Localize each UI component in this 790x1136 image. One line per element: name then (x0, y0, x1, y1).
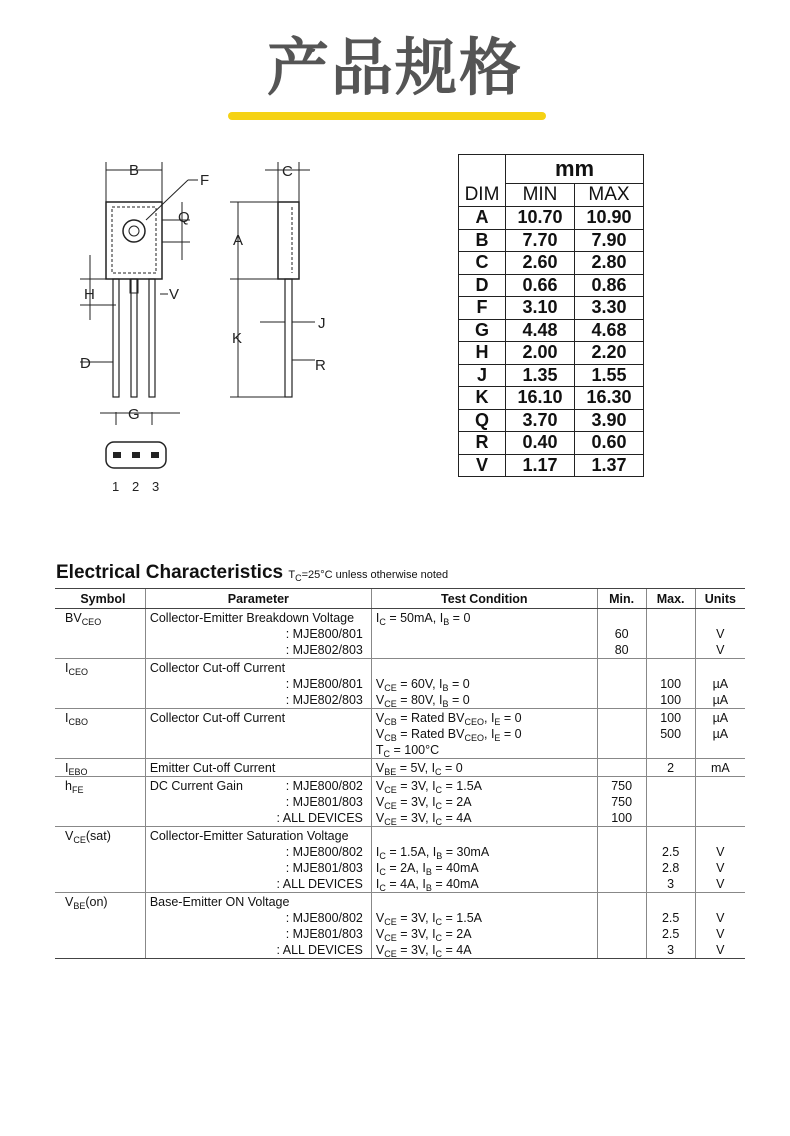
condition-line: $I_C = 2A$, $I_B = 40mA$ (375, 861, 479, 877)
condition-line: $I_C = 4A$, $I_B = 40mA$ (375, 877, 479, 893)
parameter-title: Emitter Cut-off Current (149, 761, 276, 775)
condition-line: $V_{CE} = 3V$, $I_C = 4A$ (375, 811, 472, 827)
dim-row (459, 409, 644, 432)
dim-label-G: G (128, 406, 140, 423)
dim-row (459, 342, 644, 365)
parameter-device-line: : MJE802/803 (285, 693, 363, 707)
pin-1-label: 1 (112, 479, 120, 494)
dim-max: 4.68 (575, 319, 644, 342)
col-min: Min. (597, 589, 646, 609)
units-cell-value (700, 828, 741, 844)
dim-row (459, 252, 644, 275)
dim-min: 10.70 (506, 207, 575, 230)
min-cell-value: 100 (611, 811, 633, 825)
units-cell (695, 777, 745, 827)
units-cell-value: V (716, 643, 725, 657)
dim-max: 3.30 (575, 297, 644, 320)
condition-line: $V_{CE} = 3V$, $I_C = 1.5A$ (375, 779, 483, 795)
units-cell-value: V (716, 627, 725, 641)
dim-min: 3.10 (506, 297, 575, 320)
body-front-view (106, 202, 162, 279)
dim-row (459, 387, 644, 410)
dim-max: 1.55 (575, 364, 644, 387)
max-cell (646, 609, 695, 659)
body-side-view (278, 202, 299, 279)
dim-row (459, 229, 644, 252)
condition-line: $V_{CE} = 3V$, $I_C = 4A$ (375, 943, 472, 959)
dim-label-K: K (232, 330, 243, 347)
units-cell-value: V (716, 943, 725, 957)
test-condition-cell (371, 777, 597, 827)
parameter-cell (145, 709, 371, 759)
table-row (55, 709, 745, 759)
dim-label-C: C (282, 163, 293, 180)
col-parameter: Parameter (145, 589, 371, 609)
units-cell-value (700, 660, 741, 676)
condition-line: $V_{BE} = 5V$, $I_C = 0$ (375, 761, 463, 777)
condition-line: $V_{CE} = 3V$, $I_C = 2A$ (375, 927, 472, 943)
dim-min: 0.66 (506, 274, 575, 297)
dim-label-H: H (84, 286, 95, 303)
parameter-device-line: : MJE800/802 (285, 845, 363, 859)
parameter-device-line: : MJE800/801 (285, 627, 363, 641)
dim-row (459, 297, 644, 320)
units-cell-value: µA (712, 711, 729, 725)
dim-header: DIM (459, 184, 506, 207)
min-cell (597, 777, 646, 827)
dim-max: 2.20 (575, 342, 644, 365)
dim-name: H (459, 342, 506, 365)
dim-name: D (459, 274, 506, 297)
test-condition-cell (371, 759, 597, 777)
symbol: $I_{EBO}$ (65, 761, 88, 777)
parameter-cell (145, 827, 371, 893)
max-cell-value: 2.8 (661, 861, 680, 875)
min-cell-value: 750 (611, 795, 633, 809)
dimensions-table (458, 154, 644, 477)
dim-min: 3.70 (506, 409, 575, 432)
condition-line: $V_{CE} = 80V$, $I_B = 0$ (375, 693, 470, 709)
lead-3 (149, 279, 155, 397)
condition-line: $T_C = 100^\circ C$ (375, 743, 440, 759)
symbol-cell (55, 659, 145, 709)
mounting-hole (123, 220, 145, 242)
package-outline-drawing (70, 150, 370, 500)
dim-min: 4.48 (506, 319, 575, 342)
dim-name: R (459, 432, 506, 455)
dim-name: J (459, 364, 506, 387)
parameter-device-line: : ALL DEVICES (276, 811, 363, 825)
lead-side (285, 279, 292, 397)
max-cell (646, 759, 695, 777)
title-underline (228, 112, 546, 120)
table-row (55, 609, 745, 659)
table-row (55, 759, 745, 777)
max-cell (646, 659, 695, 709)
lead-1 (113, 279, 119, 397)
symbol-cell (55, 827, 145, 893)
parameter-cell (145, 893, 371, 959)
min-cell (597, 709, 646, 759)
symbol-cell (55, 893, 145, 959)
dim-label-R: R (315, 357, 326, 374)
page-title: 产品规格 (266, 31, 523, 104)
dim-row (459, 274, 644, 297)
max-cell (646, 777, 695, 827)
units-cell (695, 893, 745, 959)
units-cell (695, 759, 745, 777)
dim-max: 7.90 (575, 229, 644, 252)
pin-2-label: 2 (132, 479, 140, 494)
dim-min: 1.35 (506, 364, 575, 387)
units-cell-value: µA (712, 677, 729, 691)
dim-row (459, 454, 644, 477)
parameter-title: Base-Emitter ON Voltage (149, 895, 290, 909)
dim-min: 2.60 (506, 252, 575, 275)
symbol-cell (55, 777, 145, 827)
symbol: $BV_{CEO}$ (65, 611, 102, 627)
electrical-characteristics-title (56, 562, 448, 584)
dim-label-A: A (233, 232, 244, 249)
condition-line: $I_C = 1.5A$, $I_B = 30mA$ (375, 845, 490, 861)
max-cell (646, 709, 695, 759)
max-cell (646, 827, 695, 893)
test-condition-cell (371, 609, 597, 659)
table-row (55, 893, 745, 959)
min-cell-value: 750 (611, 779, 633, 793)
min-cell-value (602, 610, 642, 626)
units-cell (695, 827, 745, 893)
max-cell-value: 100 (660, 693, 682, 707)
parameter-device-line: : ALL DEVICES (276, 877, 363, 891)
dim-min: 1.17 (506, 454, 575, 477)
dim-name: G (459, 319, 506, 342)
dim-min: 0.40 (506, 432, 575, 455)
electrical-characteristics-table (55, 588, 745, 959)
units-cell (695, 709, 745, 759)
parameter-title: Collector-Emitter Breakdown Voltage (149, 611, 355, 625)
units-cell-value: V (716, 877, 725, 891)
min-cell (597, 827, 646, 893)
dim-max: 16.30 (575, 387, 644, 410)
dim-min: 7.70 (506, 229, 575, 252)
dim-max: 2.80 (575, 252, 644, 275)
max-cell-value: 2 (667, 761, 675, 775)
min-cell (597, 609, 646, 659)
dim-row (459, 319, 644, 342)
pin-3-label: 3 (152, 479, 160, 494)
table-row (55, 827, 745, 893)
table-row (55, 777, 745, 827)
section-note: $T_C=25^\circ C$ unless otherwise noted (288, 569, 449, 583)
units-cell-value: mA (710, 761, 730, 775)
test-condition-cell (371, 827, 597, 893)
units-cell-value: µA (712, 693, 729, 707)
parameter-device-line: : MJE800/802 (285, 911, 363, 925)
dim-min: 16.10 (506, 387, 575, 410)
min-cell (597, 659, 646, 709)
parameter-device-line: : MJE801/803 (285, 795, 363, 809)
max-cell-value: 2.5 (661, 845, 680, 859)
dim-label-J: J (318, 315, 326, 332)
condition-line: $I_C = 50mA$, $I_B = 0$ (375, 611, 471, 627)
symbol: $h_{FE}$ (65, 779, 84, 795)
dim-max: 0.60 (575, 432, 644, 455)
dim-max: 0.86 (575, 274, 644, 297)
test-condition-cell (371, 659, 597, 709)
dim-label-V: V (169, 286, 180, 303)
min-cell (597, 893, 646, 959)
dim-row (459, 207, 644, 230)
min-cell (597, 759, 646, 777)
symbol: $V_{CE}(sat)$ (65, 829, 111, 845)
dim-label-F: F (200, 172, 210, 189)
condition-line: $V_{CE} = 3V$, $I_C = 2A$ (375, 795, 472, 811)
condition-line (376, 660, 593, 676)
parameter-device-line: : MJE801/803 (285, 927, 363, 941)
max-cell-value: 3 (667, 877, 675, 891)
max-cell-value: 3 (667, 943, 675, 957)
condition-line (376, 894, 593, 910)
dim-name: C (459, 252, 506, 275)
dim-name: V (459, 454, 506, 477)
max-header: MAX (575, 184, 644, 207)
max-cell-value: 100 (660, 677, 682, 691)
parameter-cell (145, 759, 371, 777)
condition-line: $V_{CE} = 60V$, $I_B = 0$ (375, 677, 470, 693)
col-units: Units (695, 589, 745, 609)
dim-label-Q: Q (178, 209, 190, 226)
parameter-device-line: : MJE801/803 (285, 861, 363, 875)
parameter-title: Collector Cut-off Current (149, 711, 286, 725)
symbol-cell (55, 759, 145, 777)
symbol-cell (55, 609, 145, 659)
units-cell-value: µA (712, 727, 729, 741)
dim-max: 3.90 (575, 409, 644, 432)
min-header: MIN (506, 184, 575, 207)
symbol-cell (55, 709, 145, 759)
parameter-cell (145, 609, 371, 659)
min-cell-value: 80 (614, 643, 629, 657)
dim-max: 1.37 (575, 454, 644, 477)
dim-name: F (459, 297, 506, 320)
condition-line (376, 828, 593, 844)
max-cell-value: 500 (660, 727, 682, 741)
units-cell-value: V (716, 861, 725, 875)
parameter-cell (145, 659, 371, 709)
table-row (55, 659, 745, 709)
test-condition-cell (371, 893, 597, 959)
col-symbol: Symbol (55, 589, 145, 609)
max-cell-value (651, 894, 691, 910)
max-cell-value: 2.5 (661, 927, 680, 941)
parameter-title: DC Current Gain : MJE800/802 (149, 779, 363, 793)
dim-label-D: D (80, 355, 91, 372)
max-cell (646, 893, 695, 959)
dim-name: A (459, 207, 506, 230)
max-cell-value: 2.5 (661, 911, 680, 925)
max-cell-value (651, 828, 691, 844)
lead-2 (131, 279, 137, 397)
test-condition-cell (371, 709, 597, 759)
units-cell-value (700, 610, 741, 626)
dim-name: B (459, 229, 506, 252)
dim-row (459, 364, 644, 387)
units-cell (695, 659, 745, 709)
dim-label-B: B (129, 162, 140, 179)
units-cell-value: V (716, 927, 725, 941)
col-test-condition: Test Condition (371, 589, 597, 609)
parameter-device-line: : ALL DEVICES (276, 943, 363, 957)
units-cell (695, 609, 745, 659)
units-cell-value: V (716, 911, 725, 925)
condition-line: $V_{CB}$ = Rated $BV_{CEO}$, $I_E = 0$ (375, 727, 522, 743)
units-cell-value (700, 894, 741, 910)
dim-name: Q (459, 409, 506, 432)
condition-line: $V_{CB}$ = Rated $BV_{CEO}$, $I_E = 0$ (375, 711, 522, 727)
symbol: $V_{BE}(on)$ (65, 895, 108, 911)
max-cell-value: 100 (660, 711, 682, 725)
parameter-title: Collector Cut-off Current (149, 661, 286, 675)
parameter-device-line: : MJE802/803 (285, 643, 363, 657)
dim-max: 10.90 (575, 207, 644, 230)
max-cell-value (651, 660, 691, 676)
symbol: $I_{CEO}$ (65, 661, 88, 677)
dim-row (459, 432, 644, 455)
unit-header: mm (506, 155, 644, 184)
condition-line: $V_{CE} = 3V$, $I_C = 1.5A$ (375, 911, 483, 927)
section-heading: Electrical Characteristics (56, 562, 284, 583)
parameter-title: Collector-Emitter Saturation Voltage (149, 829, 349, 843)
dim-name: K (459, 387, 506, 410)
units-cell-value: V (716, 845, 725, 859)
min-cell-value: 60 (614, 627, 629, 641)
symbol: $I_{CBO}$ (65, 711, 88, 727)
dim-min: 2.00 (506, 342, 575, 365)
parameter-device-line: : MJE800/801 (285, 677, 363, 691)
parameter-cell (145, 777, 371, 827)
col-max: Max. (646, 589, 695, 609)
